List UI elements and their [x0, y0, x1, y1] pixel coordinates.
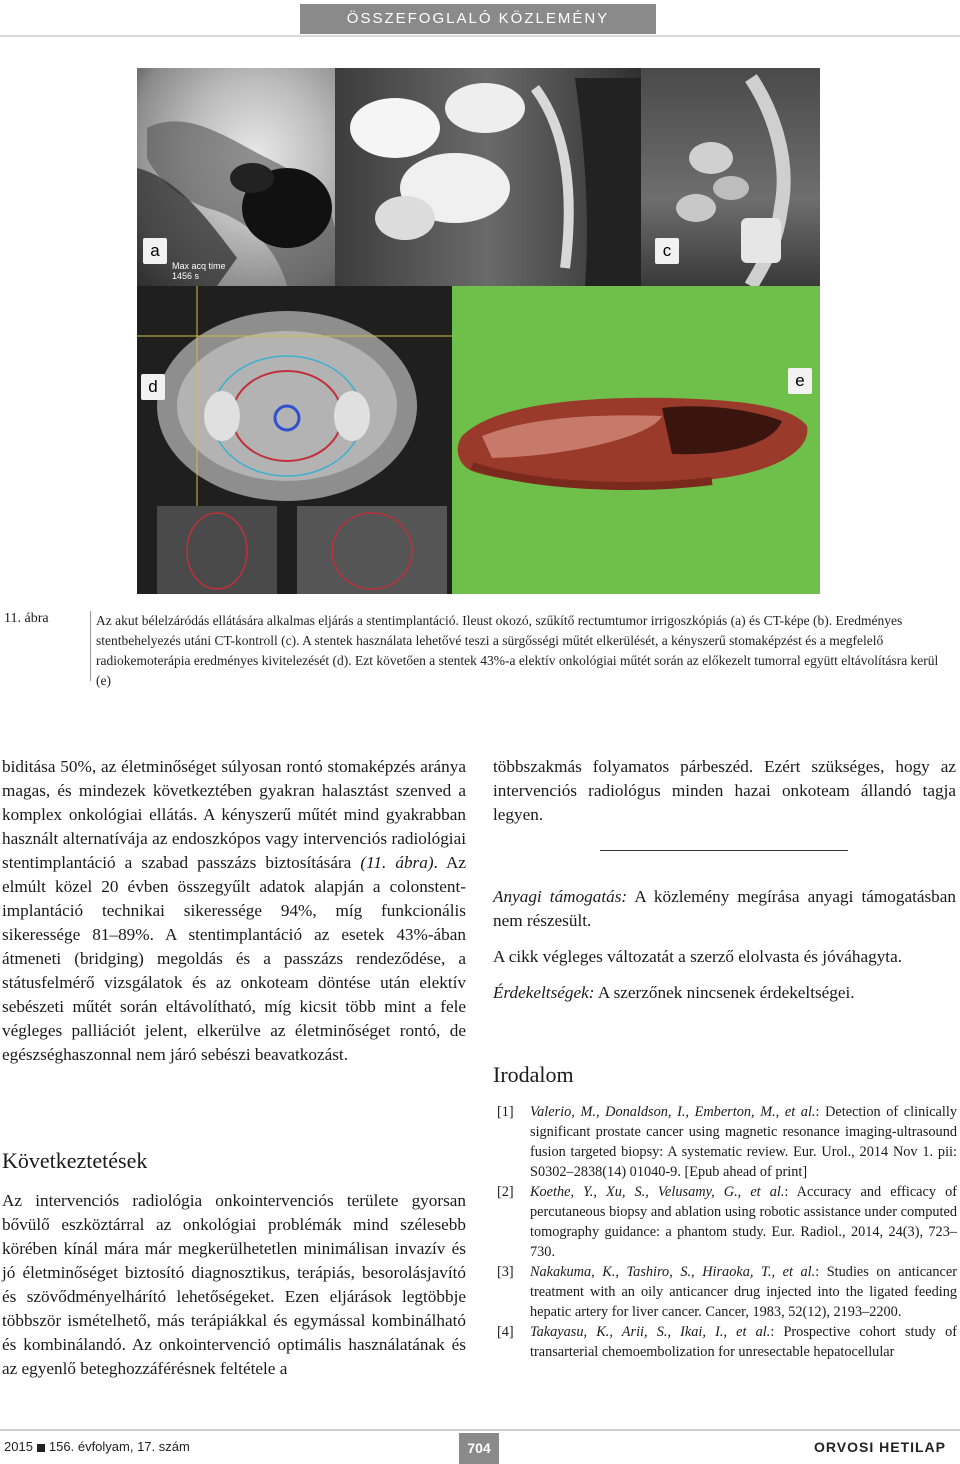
declarations: [493, 885, 956, 1005]
header-rule: [0, 35, 960, 37]
reference-body: [530, 1322, 957, 1362]
square-bullet-icon: [37, 1444, 45, 1452]
reference-authors: Valerio, M., Donaldson, I., Emberton, M., et al.: [530, 1104, 816, 1120]
panel-letter-d: d: [141, 374, 165, 400]
para1-text-b: . Az elmúlt közel 20 évben összegyűlt adatok alapján a colonstent-implantáció technikai sikeressége 94%, míg funkcionális sikeressége 81–89%. A stentimplantáció az esetek 43%-ában átmeneti (bridging) megoldás és a passzázs rendeződése, a státusfelmérő vizsgálatok és az onkoteam döntése után elektív sebészeti műtét során eltávolítható, míg kicsit több mint a fele végleges palliációt jelent, elkerülve az életminőséget rontó, de egészséghaszonnal nem járó sebészi beavatkozást.: [2, 853, 466, 1064]
panel-letter-c: c: [655, 238, 679, 264]
reference-text: : Detection of clinically significant prostate cancer using magnetic resonance imaging-ultrasound fusion targeted biopsy: A systematic review. Eur. Urol., 2014 Nov 1. pii: S0302–2838(14) 01040-9. [Epub ahead of print]: [530, 1104, 957, 1180]
reference-body: [530, 1262, 957, 1322]
figure-reference: (11. ábra): [360, 853, 434, 872]
reference-text: : Studies on anticancer treatment with an oily anticancer drug injected into the ligated feeding hepatic artery for liver cancer. Cancer, 1983, 52(12), 2193–2200.: [530, 1264, 957, 1320]
para1-text-a: biditása 50%, az életminőséget súlyosan rontó stomaképzés aránya magas, és mindezek következtében gyakran halasztást szenved a komplex onkológiai ellátás. A kényszerű műtét mind gyakrabban használt alternatívája az endoszkópos vagy intervenciós radiológiai stentimplantáció a szabad passzázs biztosítására: [2, 757, 466, 872]
reference-body: [530, 1182, 957, 1262]
caption-divider: [90, 611, 91, 681]
reference-item: [497, 1322, 957, 1362]
right-column-body: [493, 755, 956, 827]
figure-11: [137, 68, 820, 594]
figure-caption-text: Az akut bélelzáródás ellátására alkalmas eljárás a stentimplantáció. Ileust okozó, szűkítő rectumtumor irrigoszkópiás (a) és CT-képe (b). Eredményes stentbehelyezés utáni CT-kontroll (c). A stentek használata lehetővé teszi a sürgősségi műtét elkerülését, a kényszerű stomaképzést és a megfelelő radiokemoterápia eredményes kivitelezését (d). Ezt követően a stentek 43%-a elektív onkológiai műtét során az előkezelt tumorral együtt eltávolításra kerül (e): [96, 613, 939, 688]
conflict-text: A szerzőnek nincsenek érdekeltségei.: [594, 983, 855, 1002]
figure-panel-d: [137, 286, 452, 594]
page-number: 704: [459, 1433, 499, 1464]
radiotherapy-plan-image: [137, 286, 452, 594]
reference-number: [1]: [497, 1104, 514, 1120]
funding-label: Anyagi támogatás:: [493, 887, 628, 906]
resected-specimen-image: [452, 286, 820, 594]
funding-text: A közlemény megírása anyagi támogatásban nem részesült.: [493, 887, 956, 930]
figure-panel-e: [452, 286, 820, 594]
conclusions-paragraph: Az intervenciós radiológia onkointervenciós területe gyorsan bővülő eszköztárral az onkológiai problémák mind szélesebb körében kínál mára már megkerülhetetlen minimálisan invazív és jó életminőséget biztosító diagnosztikus, terápiás, besorolásjavító és szövődményelhárító lehetőségeket. Ezen eljárások legtöbbje többször ismételhető, más terápiákkal és egymással kombinálható és kombinálandó. Az onkointervenció optimális használatának és az egyenlő beteghozzáférésnek feltétele a: [2, 1191, 466, 1378]
reference-number: [2]: [497, 1184, 514, 1200]
panel-letter-e: e: [788, 368, 812, 394]
reference-authors: Nakakuma, K., Tashiro, S., Hiraoka, T., et al.: [530, 1264, 816, 1280]
reference-number: [3]: [497, 1264, 514, 1280]
heading-conclusions: Következtetések: [2, 1148, 148, 1173]
conflict-label: Érdekeltségek:: [493, 983, 595, 1002]
reference-item: [497, 1102, 957, 1182]
reference-text: : Accuracy and efficacy of percutaneous biopsy and ablation using robotic assistance under computed tomography guidance: a phantom study. Eur. Radiol., 2014, 24(3), 723–730.: [530, 1184, 957, 1260]
footer-rule: [0, 1429, 960, 1431]
section-separator: [600, 850, 848, 851]
reference-list: [497, 1102, 957, 1362]
reference-item: [497, 1262, 957, 1322]
figure-panel-b: [335, 68, 641, 286]
left-column-body: [2, 755, 466, 1067]
footer-year: 2015: [4, 1439, 33, 1454]
conflict-statement: [493, 981, 956, 1005]
reference-item: [497, 1182, 957, 1262]
journal-name: ORVOSI HETILAP: [814, 1439, 946, 1455]
figure-panel-a: [137, 68, 335, 286]
reference-text: : Prospective cohort study of transarterial chemoembolization for unresectable hepatocellular: [530, 1324, 958, 1360]
right-paragraph-1: többszakmás folyamatos párbeszéd. Ezért szükséges, hogy az intervenciós radiológus minden hazai onkoteam állandó tagja legyen.: [493, 757, 956, 824]
figure-caption-label: 11. ábra: [4, 611, 49, 626]
heading-references: Irodalom: [493, 1062, 574, 1087]
figure-panel-c: [641, 68, 820, 286]
reference-number: [4]: [497, 1324, 514, 1340]
left-paragraph-1: [2, 755, 466, 1067]
reference-authors: Takayasu, K., Arii, S., Ikai, I., et al.: [530, 1324, 771, 1340]
approval-statement: A cikk végleges változatát a szerző elolvasta és jóváhagyta.: [493, 947, 902, 966]
reference-authors: Koethe, Y., Xu, S., Velusamy, G., et al.: [530, 1184, 785, 1200]
footer-issue-info: [4, 1439, 190, 1454]
section-header: ÖSSZEFOGLALÓ KÖZLEMÉNY: [300, 4, 656, 34]
ct-image-b: [335, 68, 641, 286]
funding-statement: [493, 885, 956, 933]
footer-issue: 156. évfolyam, 17. szám: [48, 1439, 190, 1454]
panel-letter-a: a: [143, 238, 167, 264]
acq-time-label: Max acq time 1456 s: [172, 261, 226, 281]
reference-body: [530, 1102, 957, 1182]
